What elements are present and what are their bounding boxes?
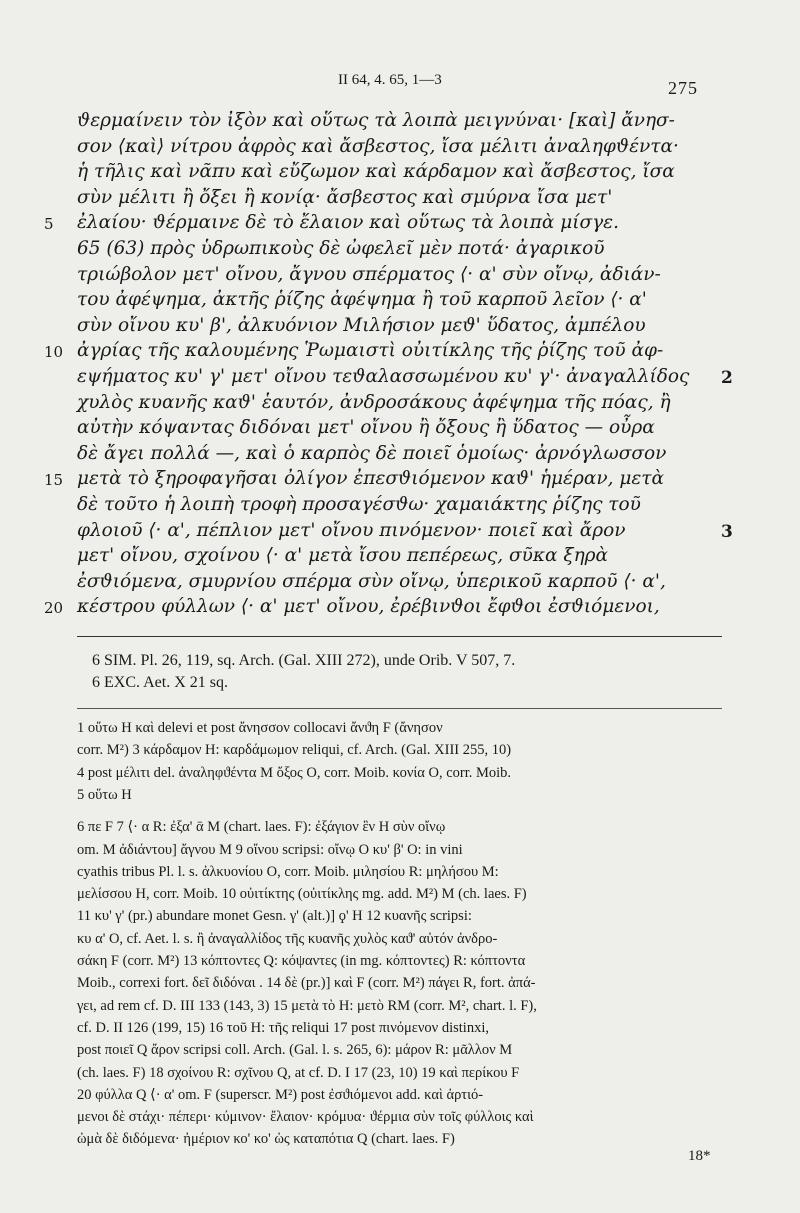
apparatus-line: (ch. laes. F) 18 σχοίνου R: σχῖνου Q, at cf. D. I 17 (23, 10) 19 καὶ περίκου F [77, 1064, 520, 1081]
apparatus-line: corr. M²) 3 κάρδαμον H: καρδάμωμον reliqui, cf. Arch. (Gal. XIII 255, 10) [77, 742, 512, 759]
apparatus-line: μενοι δὲ στάχι· πέπερι· κύμινον· ἔλαιον· κρόμυα· ϑέρμια σὺν τοῖς φύλλοις καὶ [77, 1109, 534, 1126]
text-line-content: αὐτὴν κόψαντας διδόναι μετ' οἴνου ἢ ὄξους ἢ ὕδατος — οὖρα [77, 417, 655, 439]
line-number: 20 [44, 599, 64, 618]
text-line-content: τριώβολον μετ' οἴνου, ἄγνου σπέρματος ⟨· α' σὺν οἴνῳ, ἀδιάν- [77, 263, 661, 285]
signature-mark: 18* [688, 1148, 711, 1164]
apparatus-line: 5 οὕτω H [77, 786, 132, 803]
margin-section-number: 2 [721, 368, 733, 388]
text-line-content: μετ' οἴνου, σχοίνου ⟨· α' μετὰ ἴσου πεπέρεως, σῦκα ξηρὰ [77, 545, 609, 567]
apparatus-line: σάκη F (corr. M²) 13 κόπτοντες Q: κόψαντες (in mg. κόπτοντες) R: κόπτοντα [77, 953, 526, 969]
apparatus-line: γει, ad rem cf. D. III 133 (143, 3) 15 μετὰ τὸ H: μετὸ RM (corr. M², chart. l. F), [77, 997, 537, 1014]
apparatus-line: 1 οὕτω H καὶ delevi et post ἄνησσον collocavi ἄνϑη F (ἄνησον [77, 720, 443, 736]
text-line-content: ἐσϑιόμενα, σμυρνίου σπέρμα σὺν οἴνῳ, ὑπερικοῦ καρποῦ ⟨· α', [77, 570, 666, 592]
text-line [0, 596, 800, 626]
text-line-content: σον ⟨καὶ⟩ νίτρου ἀφρὸς καὶ ἄσβεστος, ἴσα μέλιτι ἀναληφϑέντα· [77, 135, 679, 157]
apparatus-line: 4 post μέλιτι del. ἀναληφϑέντα M ὄξος O, corr. Moib. κονία O, corr. Moib. [77, 764, 512, 781]
text-line-content: του ἀφέψημα, ἀκτῆς ῥίζης ἀφέψημα ἢ τοῦ καρποῦ λεῖον ⟨· α' [77, 289, 647, 311]
running-head: II 64, 4. 65, 1—3 [338, 72, 442, 88]
apparatus-line: om. M ἀδιάντου] ἄγνου M 9 οἴνου scripsi: οἴνῳ O κυ' β' O: in vini [77, 841, 463, 858]
apparatus-line: 20 φύλλα Q ⟨· α' om. F (superscr. M²) post ἐσϑιόμενοι add. καὶ ἀρτιό- [77, 1086, 484, 1103]
line-number: 15 [44, 471, 64, 490]
apparatus-line: ὠμὰ δὲ διδόμενα· ἠμέριον κο' κο' ὡς καταπότια Q (chart. laes. F) [77, 1131, 455, 1148]
text-line-content: φλοιοῦ ⟨· α', πέπλιον μετ' οἴνου πινόμενον· ποιεῖ καὶ ἄρον [77, 519, 626, 541]
source-line: 6 EXC. Aet. X 21 sq. [92, 674, 228, 691]
text-line-content: χυλὸς κυανῆς καϑ' ἑαυτόν, ἀνδροσάκους ἀφέψημα τῆς πόας, ἢ [77, 391, 671, 413]
line-number: 10 [44, 343, 64, 362]
text-line-content: εψήματος κυ' γ' μετ' οἴνου τεϑαλασσωμένου κυ' γ'· ἀναγαλλίδος [77, 366, 690, 387]
text-line-content: σὺν μέλιτι ἢ ὄξει ἢ κονίᾳ· ἄσβεστος καὶ σμύρνα ἴσα μετ' [77, 186, 613, 208]
text-line-content: ἡ τῆλις καὶ νᾶπυ καὶ εὔζωμον καὶ κάρδαμον καὶ ἄσβεστος, ἴσα [77, 161, 675, 183]
apparatus-line: 11 κυ' γ' (pr.) abundare monet Gesn. γ' (alt.)] ϙ' H 12 κυανῆς scripsi: [77, 908, 472, 925]
text-line-content: σὺν οἴνου κυ' β', ἀλκυόνιον Μιλήσιον μεϑ' ὕδατος, ἀμπέλου [77, 314, 646, 336]
text-line-content: ϑερμαίνειν τὸν ἰξὸν καὶ οὕτως τὰ λοιπὰ μειγνύναι· [καὶ] ἄνησ- [77, 110, 675, 131]
apparatus-line: 6 πε F 7 ⟨· α R: ἐξα' ᾱ M (chart. laes. F): ἐξάγιον ἓν H σὺν οἴνῳ [77, 819, 446, 836]
apparatus-line: cf. D. II 126 (199, 15) 16 τοῦ H: τῆς reliqui 17 post πινόμενον distinxi, [77, 1019, 489, 1036]
text-line-content: κέστρου φύλλων ⟨· α' μετ' οἴνου, ἐρέβινϑοι ἔφϑοι ἐσϑιόμενοι, [77, 596, 660, 618]
divider-rule [77, 636, 722, 637]
divider-rule [77, 708, 722, 709]
text-line-content: ἐλαίου· ϑέρμαινε δὲ τὸ ἔλαιον καὶ οὕτως τὰ λοιπὰ μίσγε. [77, 212, 619, 234]
text-line-content: 65 (63) πρὸς ὑδρωπικοὺς δὲ ὠφελεῖ μὲν ποτά· ἀγαρικοῦ [77, 238, 605, 259]
apparatus-line: post ποιεῖ Q ἄρον scripsi coll. Arch. (Gal. l. s. 265, 6): μάρον R: μᾶλλον M [77, 1042, 513, 1059]
apparatus-line: κυ α' O, cf. Aet. l. s. ἢ ἀναγαλλίδος τῆς κυανῆς χυλὸς καϑ' αὑτόν ἀνδρο- [77, 930, 498, 947]
margin-section-number: 3 [721, 521, 733, 542]
text-line-content: δὲ ἄγει πολλά —, καὶ ὁ καρπὸς δὲ ποιεῖ ὁμοίως· ἀρνόγλωσσον [77, 442, 667, 464]
page-number: 275 [668, 78, 698, 98]
text-line-content: μετὰ τὸ ξηροφαγῆσαι ὀλίγον ἐπεσϑιόμενον καϑ' ἡμέραν, μετὰ [77, 468, 665, 490]
source-line: 6 SIM. Pl. 26, 119, sq. Arch. (Gal. XIII 272), unde Orib. V 507, 7. [92, 652, 516, 669]
apparatus-line: cyathis tribus Pl. l. s. ἀλκυονίου O, corr. Moib. μιλησίου R: μηλήσου M: [77, 863, 499, 880]
page-header [0, 72, 800, 102]
text-line-content: δὲ τοῦτο ἡ λοιπὴ τροφὴ προσαγέσϑω· χαμαιάκτης ῥίζης τοῦ [77, 494, 641, 515]
apparatus-line: Moib., correxi fort. δεῖ διδόναι . 14 δὲ (pr.)] καὶ F (corr. M²) πάγει R, fort. ἀπά- [77, 975, 536, 992]
line-number: 5 [44, 215, 54, 234]
text-line-content: ἀγρίας τῆς καλουμένης Ῥωμαιστὶ οὐιτίκλης τῆς ῥίζης τοῦ ἀφ- [77, 340, 664, 362]
apparatus-line: μελίσσου H, corr. Moib. 10 οὐιτίκτης (οὐιτίκλης mg. add. M²) M (ch. laes. F) [77, 886, 527, 903]
